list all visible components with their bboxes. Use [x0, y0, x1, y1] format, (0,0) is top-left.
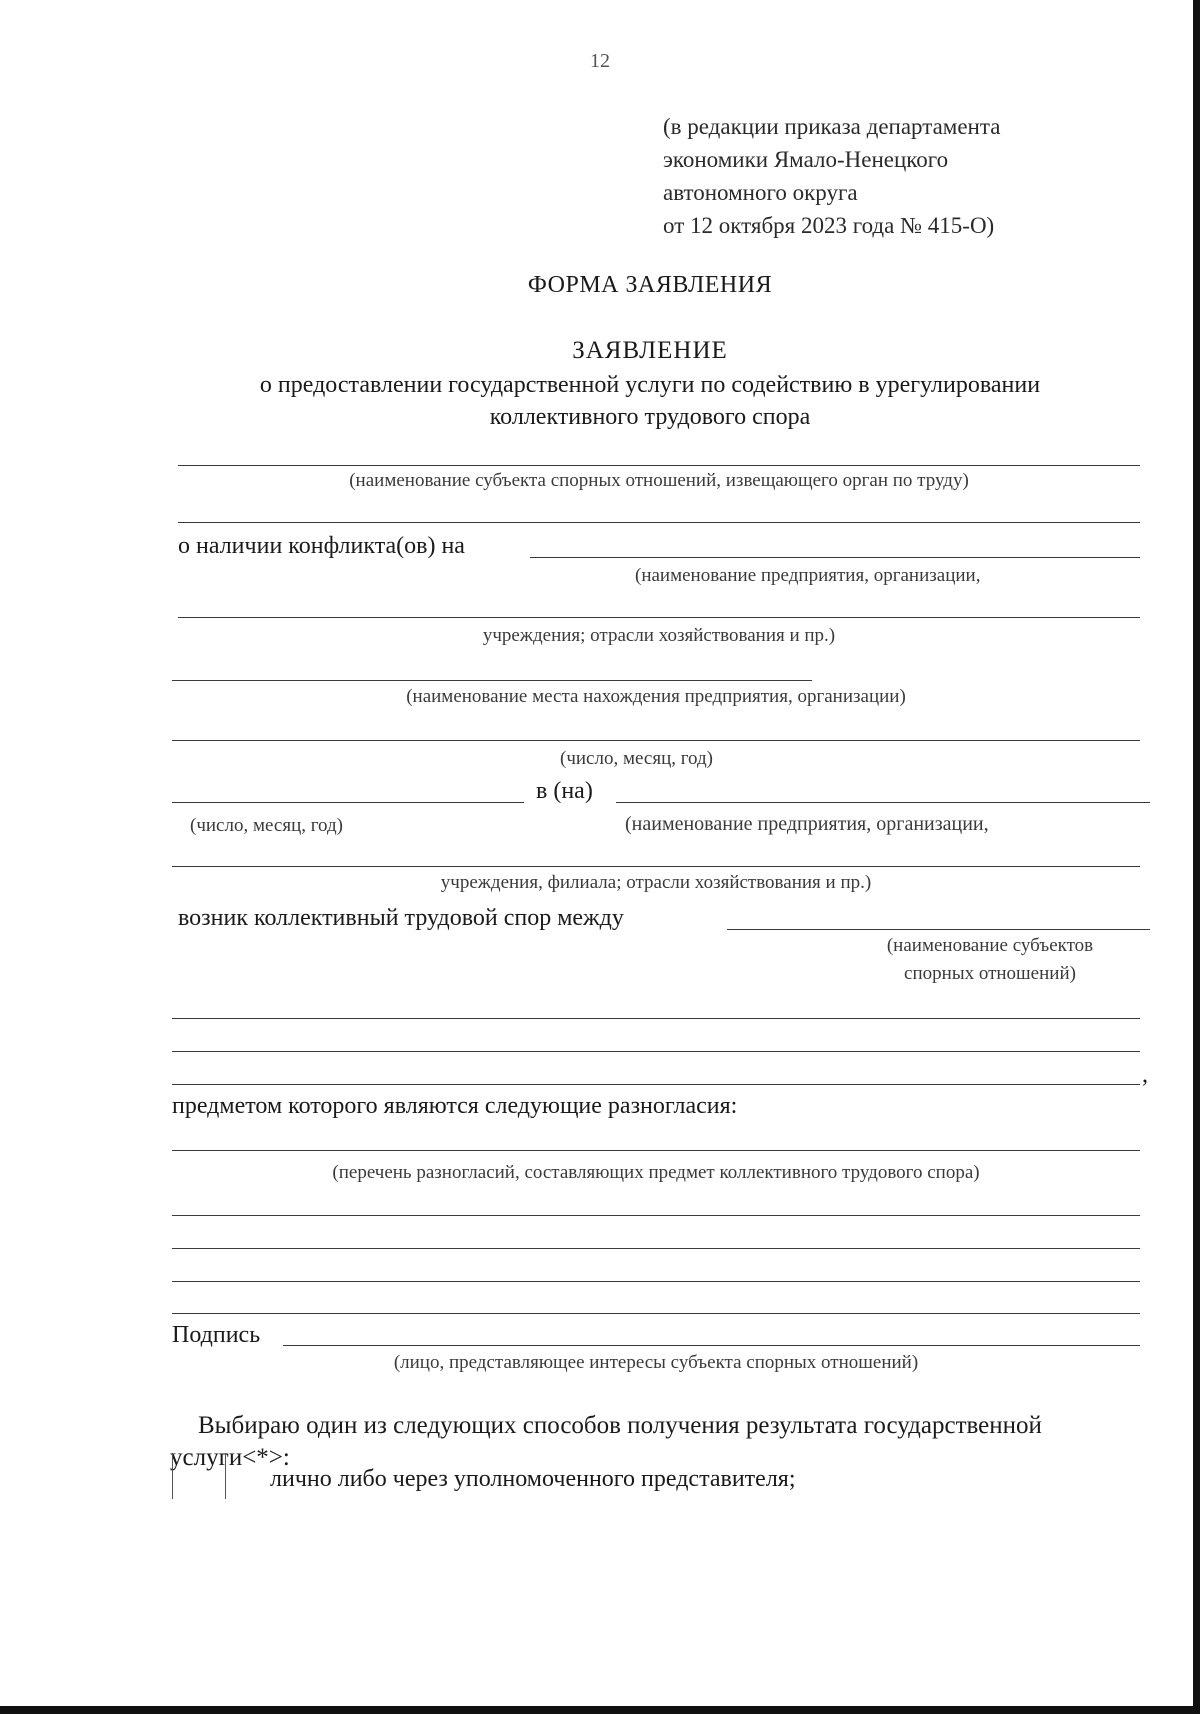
disagreements-line-5[interactable] — [172, 1313, 1140, 1314]
dispute-subjects-line-4[interactable] — [172, 1084, 1140, 1085]
disagreements-line-2[interactable] — [172, 1215, 1140, 1216]
amendment-line: (в редакции приказа департамента — [663, 114, 1001, 139]
disagreements-line-3[interactable] — [172, 1248, 1140, 1249]
enterprise-hint-2-cont: учреждения, филиала; отрасли хозяйствования и пр.) — [440, 872, 872, 893]
subject-hint: (наименование субъекта спорных отношений, извещающего орган по труду) — [349, 470, 969, 491]
subject-field-line[interactable] — [178, 465, 1140, 466]
dispute-subjects-line-2[interactable] — [172, 1018, 1140, 1019]
in-at-field-line[interactable] — [616, 802, 1150, 803]
disagreements-hint: (перечень разногласий, составляющих предмет коллективного трудового спора) — [332, 1162, 980, 1183]
date-hint-top: (число, месяц, год) — [560, 748, 714, 769]
location-field-line[interactable] — [172, 680, 812, 681]
dispute-subjects-line-3[interactable] — [172, 1051, 1140, 1052]
signature-field-line[interactable] — [283, 1345, 1140, 1346]
in-at-label: в (на) — [536, 778, 593, 804]
signatory-hint: (лицо, представляющее интересы субъекта спорных отношений) — [393, 1352, 919, 1373]
disagreements-line[interactable] — [172, 1150, 1140, 1151]
document-subtitle — [150, 369, 1150, 433]
choice-intro-line2: услуги<*>: — [170, 1444, 290, 1471]
form-title: ФОРМА ЗАЯВЛЕНИЯ — [527, 272, 773, 298]
scan-edge-right — [1193, 0, 1200, 1714]
subjects-hint-1: (наименование субъектов — [886, 935, 1094, 956]
subject-matter-label: предметом которого являются следующие разногласия: — [172, 1093, 738, 1119]
date-hint-left: (число, месяц, год) — [190, 815, 344, 836]
option-personal-label: лично либо через уполномоченного представителя; — [270, 1466, 796, 1492]
disagreements-line-4[interactable] — [172, 1281, 1140, 1282]
option-personal-checkbox[interactable] — [172, 1453, 226, 1499]
enterprise-hint-cont: учреждения; отрасли хозяйствования и пр.) — [482, 625, 836, 646]
enterprise-hint-2: (наименование предприятия, организации, — [625, 813, 989, 835]
dispute-subjects-line[interactable] — [727, 929, 1150, 930]
choice-intro-line1: Выбираю один из следующих способов получения результата государственной — [198, 1412, 1042, 1439]
subject-field-line-2[interactable] — [178, 522, 1140, 523]
amendment-line: автономного округа — [663, 180, 858, 205]
page-number: 12 — [590, 50, 610, 72]
enterprise-hint: (наименование предприятия, организации, — [635, 565, 981, 586]
location-hint: (наименование места нахождения предприятия, организации) — [406, 686, 906, 707]
dispute-label: возник коллективный трудовой спор между — [178, 905, 624, 931]
conflict-label: о наличии конфликта(ов) на — [178, 533, 465, 559]
signature-label: Подпись — [172, 1322, 261, 1348]
date-field-line[interactable] — [172, 802, 524, 803]
comma-mark: , — [1142, 1062, 1148, 1088]
subtitle-line: о предоставлении государственной услуги по содействию в урегулировании — [259, 372, 1041, 398]
in-at-field-line-2[interactable] — [172, 866, 1140, 867]
amendment-note — [663, 110, 1000, 242]
scan-edge-bottom — [0, 1706, 1200, 1714]
conflict-enterprise-line-2[interactable] — [178, 617, 1140, 618]
document-title: ЗАЯВЛЕНИЕ — [572, 337, 728, 364]
conflict-enterprise-line[interactable] — [530, 557, 1140, 558]
amendment-line: от 12 октября 2023 года № 415-О) — [663, 213, 995, 238]
amendment-line: экономики Ямало-Ненецкого — [663, 147, 949, 172]
subtitle-line: коллективного трудового спора — [489, 404, 811, 430]
subjects-hint-2: спорных отношений) — [904, 963, 1076, 984]
location-field-line-2[interactable] — [172, 740, 1140, 741]
